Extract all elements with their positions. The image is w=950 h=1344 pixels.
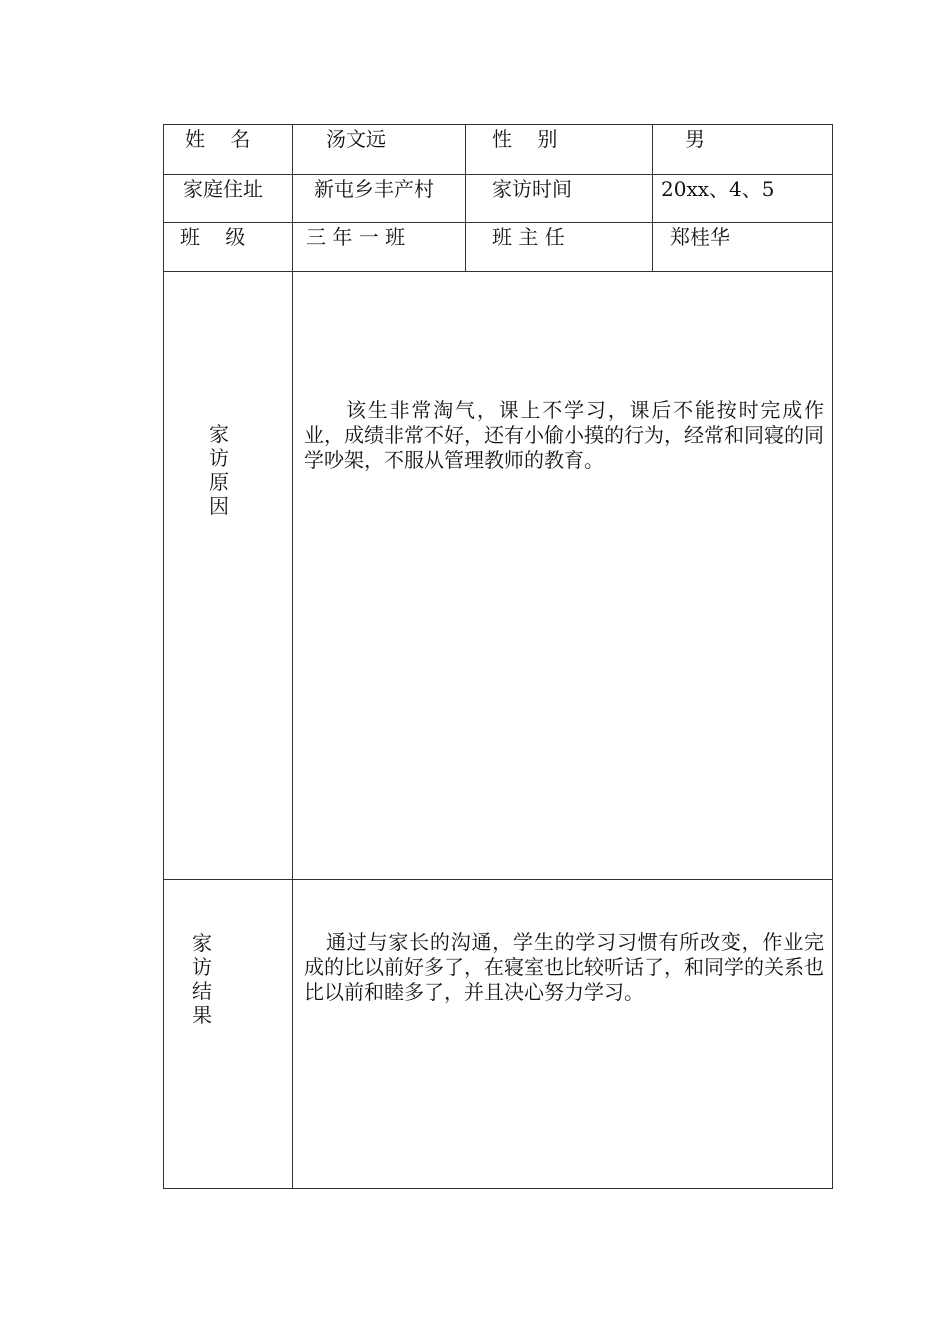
address-value: 新屯乡丰产村 bbox=[314, 177, 434, 201]
visit-reason-text: 该生非常淘气，课上不学习，课后不能按时完成作业，成绩非常不好，还有小偷小摸的行为，经常和同寝的同学吵架，不服从管理教师的教育。 bbox=[304, 398, 824, 472]
name-label: 姓 名 bbox=[185, 127, 251, 151]
table-row-divider bbox=[163, 271, 833, 272]
table-column-divider bbox=[292, 124, 293, 1189]
table-column-divider bbox=[465, 124, 466, 271]
teacher-value: 郑桂华 bbox=[670, 225, 730, 249]
visit-result-label: 家访结果 bbox=[192, 931, 212, 1027]
visit-reason-label: 家访原因 bbox=[209, 422, 229, 518]
gender-value: 男 bbox=[685, 127, 705, 151]
class-value: 三 年 一 班 bbox=[306, 225, 406, 249]
home-visit-table bbox=[163, 124, 833, 1189]
teacher-label: 班 主 任 bbox=[492, 225, 565, 249]
table-row-divider bbox=[163, 174, 833, 175]
visit-time-label: 家访时间 bbox=[492, 177, 572, 201]
gender-label: 性 别 bbox=[492, 127, 558, 151]
visit-time-value: 20xx、4、5 bbox=[661, 177, 775, 201]
visit-result-text: 通过与家长的沟通，学生的学习习惯有所改变，作业完成的比以前好多了，在寝室也比较听话了，和同学的关系也比以前和睦多了，并且决心努力学习。 bbox=[304, 930, 824, 1004]
address-label: 家庭住址 bbox=[183, 177, 263, 201]
table-row-divider bbox=[163, 879, 833, 880]
table-column-divider bbox=[652, 124, 653, 271]
table-row-divider bbox=[163, 222, 833, 223]
class-label: 班 级 bbox=[180, 225, 246, 249]
name-value: 汤文远 bbox=[326, 127, 386, 151]
